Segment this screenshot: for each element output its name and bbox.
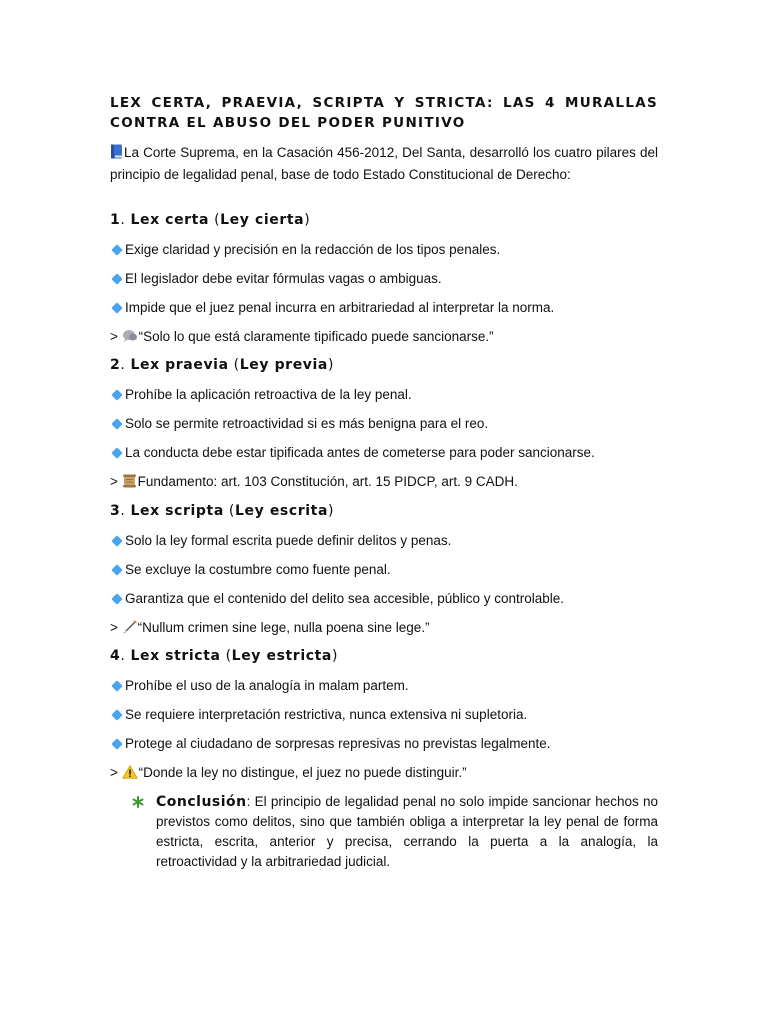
diamond-bullet-icon: [111, 535, 122, 546]
speech-bubble-icon: [122, 329, 138, 349]
section-heading-1: 1. Lex certa (Ley cierta): [110, 212, 311, 228]
section-note-1: > “Solo lo que está claramente tipificado puede sancionarse.”: [110, 327, 670, 349]
list-item: Impide que el juez penal incurra en arbitrariedad al interpretar la norma.: [110, 298, 670, 318]
section-heading-3: 3. Lex scripta (Ley escrita): [110, 503, 335, 519]
list-item: Prohíbe la aplicación retroactiva de la ley penal.: [110, 385, 670, 405]
diamond-bullet-icon: [111, 593, 122, 604]
section-heading-4: 4. Lex stricta (Ley estricta): [110, 648, 339, 664]
diamond-bullet-icon: [111, 564, 122, 575]
list-item: Garantiza que el contenido del delito sea accesible, público y controlable.: [110, 589, 670, 609]
warning-icon: [122, 765, 138, 785]
intro-paragraph: [110, 143, 658, 185]
section-note-2: > Fundamento: art. 103 Constitución, art. 15 PIDCP, art. 9 CADH.: [110, 472, 670, 494]
conclusion-text: : El principio de legalidad penal no solo impide sancionar hechos no previstos como delitos, sino que también obliga a interpretar la ley penal de forma estricta, escrita, anterior y precisa, cerrando la puerta a la analogía, la retroactividad y la arbitrariedad judicial.: [156, 794, 658, 869]
book-icon: [110, 144, 123, 165]
diamond-bullet-icon: [111, 680, 122, 691]
diamond-bullet-icon: [111, 244, 122, 255]
list-item: El legislador debe evitar fórmulas vagas o ambiguas.: [110, 269, 670, 289]
list-item: Solo la ley formal escrita puede definir delitos y penas.: [110, 531, 670, 551]
list-item: Prohíbe el uso de la analogía in malam partem.: [110, 676, 670, 696]
conclusion-label: Conclusión: [156, 794, 247, 810]
section-note-4: > “Donde la ley no distingue, el juez no puede distinguir.”: [110, 763, 670, 785]
list-item: Se requiere interpretación restrictiva, nunca extensiva ni supletoria.: [110, 705, 670, 725]
section-heading-2: 2. Lex praevia (Ley previa): [110, 357, 335, 373]
list-item: Protege al ciudadano de sorpresas represivas no previstas legalmente.: [110, 734, 670, 754]
diamond-bullet-icon: [111, 738, 122, 749]
diamond-bullet-icon: [111, 273, 122, 284]
list-item: Se excluye la costumbre como fuente penal.: [110, 560, 670, 580]
scroll-icon: [122, 474, 137, 494]
conclusion-paragraph: [156, 792, 658, 872]
list-item: Exige claridad y precisión en la redacción de los tipos penales.: [110, 240, 670, 260]
diamond-bullet-icon: [111, 302, 122, 313]
star-bullet-icon: [132, 795, 144, 813]
pen-icon: [122, 620, 137, 640]
diamond-bullet-icon: [111, 447, 122, 458]
list-item: La conducta debe estar tipificada antes de cometerse para poder sancionarse.: [110, 443, 670, 463]
diamond-bullet-icon: [111, 389, 122, 400]
diamond-bullet-icon: [111, 418, 122, 429]
section-note-3: > “Nullum crimen sine lege, nulla poena sine lege.”: [110, 618, 670, 640]
diamond-bullet-icon: [111, 709, 122, 720]
intro-text: La Corte Suprema, en la Casación 456-2012, Del Santa, desarrolló los cuatro pilares del principio de legalidad penal, base de todo Estado Constitucional de Derecho:: [110, 145, 658, 182]
list-item: Solo se permite retroactividad si es más benigna para el reo.: [110, 414, 670, 434]
document-title: LEX CERTA, PRAEVIA, SCRIPTA Y STRICTA: LAS 4 MURALLAS CONTRA EL ABUSO DEL PODER PUNITIVO: [110, 95, 658, 131]
